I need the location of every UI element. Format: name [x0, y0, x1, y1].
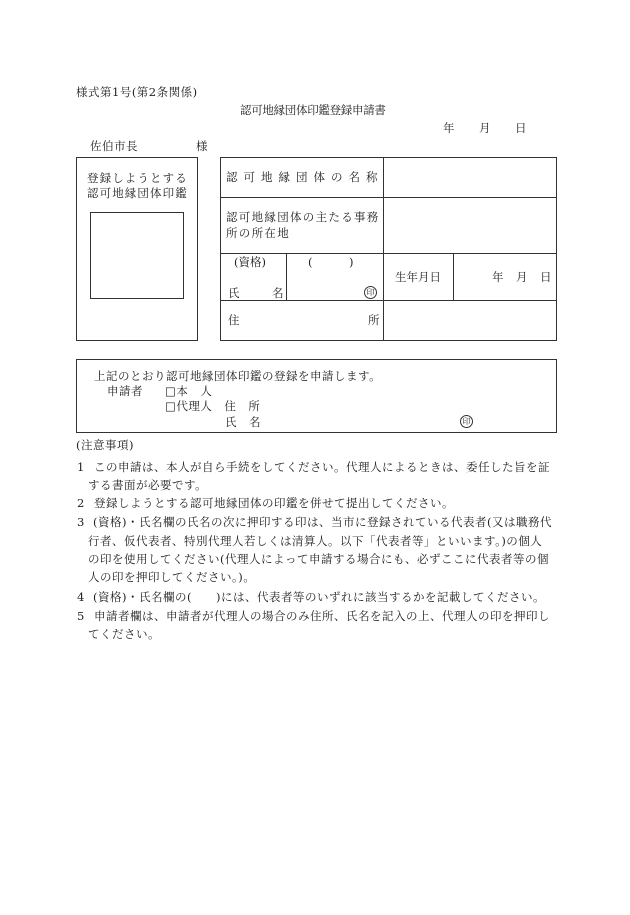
- note-number: 1: [77, 460, 85, 474]
- agent-name-label: 氏 名: [225, 415, 261, 429]
- note-line: この申請は、本人が自ら手続をしてください。代理人によるときは、委任した旨を証: [94, 460, 550, 474]
- group-name-label: 認可地縁団体の名称: [226, 170, 384, 184]
- note-line: 登録しようとする認可地縁団体の印鑑を併せて提出してください。: [94, 496, 454, 510]
- note-line: 人の印を押印してください。)。: [88, 570, 256, 584]
- note-line: 行者、仮代表者、特別代理人若しくは清算人。以下「代表者等」といいます。)の個人: [88, 534, 543, 548]
- note-line: (資格)・氏名欄の( )には、代表者等のいずれに該当するかを記載してください。: [93, 590, 545, 604]
- address-label: 住所: [228, 313, 508, 327]
- addressee-honorific: 様: [196, 139, 208, 153]
- note-number: 4: [77, 590, 85, 604]
- application-date: 年 月 日: [443, 121, 527, 135]
- applicant-option-agent: □代理人 住 所: [165, 399, 261, 413]
- note-number: 2: [77, 496, 85, 510]
- page-title: 認可地縁団体印鑑登録申請書: [240, 103, 386, 117]
- office-address-label-line2: 所の所在地: [226, 226, 290, 240]
- representative-seal-mark: 印: [364, 286, 377, 299]
- note-line: (資格)・氏名欄の氏名の次に押印する印は、当市に登録されている代表者(又は職務代: [93, 515, 552, 529]
- applicant-label: 申請者: [107, 384, 143, 398]
- note-number: 5: [77, 609, 85, 623]
- note-number: 3: [77, 515, 85, 529]
- agent-seal-mark: 印: [460, 415, 473, 428]
- table-divider-row2: [220, 253, 556, 254]
- note-line: する書面が必要です。: [88, 478, 208, 492]
- seal-box-label-line2: 認可地縁団体印鑑: [87, 186, 188, 200]
- qualification-label: (資格): [234, 255, 266, 269]
- table-divider-row1: [220, 197, 556, 198]
- seal-impression-area: [90, 212, 184, 299]
- table-divider-row3: [220, 300, 556, 301]
- seal-box-label-line1: 登録しようとする: [87, 171, 188, 185]
- note-line: 申請者欄は、申請者が代理人の場合のみ住所、氏名を記入の上、代理人の印を押印し: [94, 609, 550, 623]
- office-address-label-line1: 認可地縁団体の主たる事務: [226, 210, 380, 224]
- note-line: てください。: [88, 627, 160, 641]
- application-statement: 上記のとおり認可地縁団体印鑑の登録を申請します。: [94, 369, 382, 383]
- note-line: の印を使用してください(代理人によって申請する場合にも、必ずここに代表者等の個: [88, 552, 549, 566]
- addressee: 佐伯市長: [90, 139, 138, 153]
- notes-heading: (注意事項): [76, 438, 134, 452]
- birthdate-value: 年 月 日: [492, 270, 552, 284]
- applicant-option-self: □本 人: [165, 384, 213, 398]
- qualification-blank: ( ): [308, 255, 354, 269]
- table-divider-birthdate: [453, 253, 454, 300]
- form-number: 様式第1号(第2条関係): [76, 85, 198, 99]
- birthdate-label: 生年月日: [395, 270, 441, 284]
- representative-name-label: 氏名: [228, 286, 316, 300]
